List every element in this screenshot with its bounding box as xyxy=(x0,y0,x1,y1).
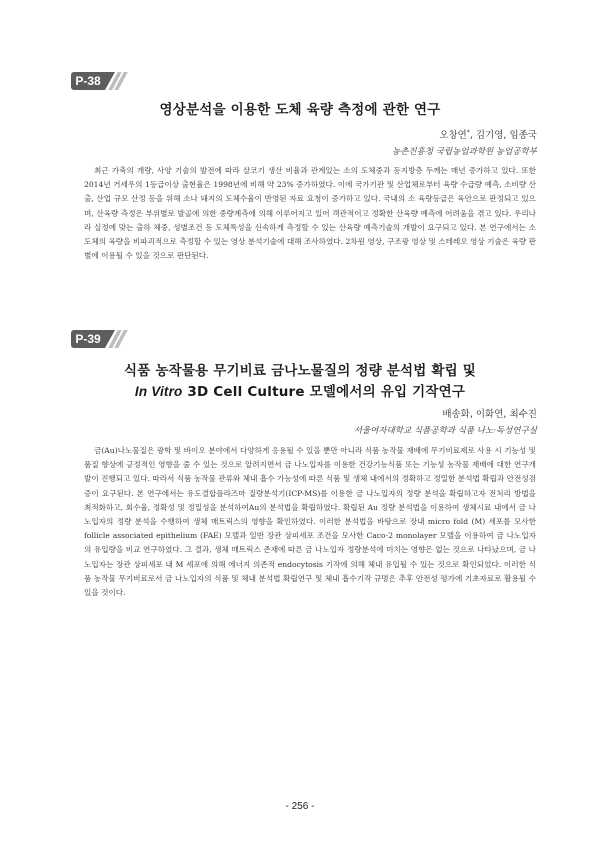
paper-title-line-2: In Vitro 3D Cell Culture 모델에서의 유입 기작연구 xyxy=(134,384,466,400)
paper-title: 영상분석을 이용한 도체 육량 측정에 관한 연구 xyxy=(159,102,441,118)
paper-abstract: 금(Au)나노물질은 광학 및 바이오 분야에서 다양하게 응용될 수 있을 뿐만 아니라 식품 농작물 재배에 무기비료제로 사용 시 기능성 및 품질 향상에 긍정적인 영향을 줄 수 있는 것으로 알려지면서 금 나노입자를 이용한 건강기능식품 또는 기능성 농작물 재배에 대한 연구개발이 진행되고 있다. 따라서 식품 농작물 관류와 체내 흡수 가능성에 따른 식품 및 생체 내에서의 정확하고 정밀한 분석법 확립과 안전성검증이 요구된다. 본 연구에서는 유도결합플라즈마 질량분석기(ICP-MS)를 이용한 금 나노입자의 정량 분석을 확립하고자 전처리 방법을 최적화하고, 회수율, 정확성 및 정밀성을 분석하여Au의 분석법을 확립하였다. 확립된 Au 정량 분석법을 이용하여 생체시료 내에서 금 나노입자의 정량 분석을 수행하여 생체 매트릭스의 영향을 확인하였다. 이러한 분석법을 바탕으로 장내 micro fold (M) 세포를 모사한 follicle associated epithelium (FAE) 모델과 일반 장관 상피세포 조건을 모사한 Caco-2 monolayer 모델을 이용하여 금 나노입자의 유입량을 비교 연구하였다. 그 결과, 생체 매트릭스 존재에 따른 금 나노입자 정량분석에 미치는 영향은 없는 것으로 나타났으며, 금 나노입자는 장관 상피세포 내 M 세포에 의해 에너지 의존적 endocytosis 기작에 의해 체내 유입될 수 있는 것으로 확인되었다. 이러한 식품 농작물 무기비료로서 금 나노입자의 식품 및 체내 분석법 확립연구 및 체내 흡수기작 규명은 추후 안전성 평가에 기초자료로 활용될 수 있을 것이다. xyxy=(84,446,537,598)
paper-code-label: P-38 xyxy=(71,72,105,90)
page-number: - 256 - xyxy=(285,801,315,812)
paper-code-label: P-39 xyxy=(71,330,105,348)
paper-affiliation: 농촌진흥청 국립농업과학원 농업공학부 xyxy=(392,147,537,157)
paper-affiliation: 서울여자대학교 식품공학과 식품 나노·독성연구실 xyxy=(353,426,537,436)
paper-code-badge xyxy=(71,72,121,90)
paper-abstract: 최근 가축의 개량, 사양 기술의 발전에 따라 살코기 생산 비율과 관계있는 소의 도체중과 등지방층 두께는 매년 증가하고 있다. 또한 2014년 거세우의 1등급이상 출현율은 1998년에 비해 약 23% 증가하였다. 이에 국가기관 및 산업체로부터 육량 수급량 예측, 소비량 산출, 산업 규모 산정 등을 위해 소나 돼지의 도체수율이 반영된 자료 요청이 증가하고 있다. 국내의 소 육량등급은 육안으로 판정되고 있으며, 산육량 측정은 부위별로 발골에 의한 중량계측에 의해 이루어지고 있어 객관적이고 정확한 산육량 예측에 어려움을 겪고 있다. 우리나라 실정에 맞는 출하 체중, 성별조건 등 도체특성을 신속하게 측정할 수 있는 산육량 예측기술의 개발이 요구되고 있다. 본 연구에서는 소도체의 육량을 비파괴적으로 측정할 수 있는 영상 분석기술에 대해 조사하였다. 2차원 영상, 구조광 영상 및 스테레오 영상 기술은 육량 판별에 이용될 수 있을 것으로 판단된다. xyxy=(84,166,536,261)
paper-authors: 오창연*, 김기영, 임종국 xyxy=(439,128,537,141)
paper-code-badge xyxy=(71,330,121,348)
paper-authors: 배송화, 이화연, 최수진 xyxy=(442,409,537,420)
paper-title-line-1: 식품 농작물용 무기비료 금나노물질의 정량 분석법 확립 및 xyxy=(123,363,477,379)
